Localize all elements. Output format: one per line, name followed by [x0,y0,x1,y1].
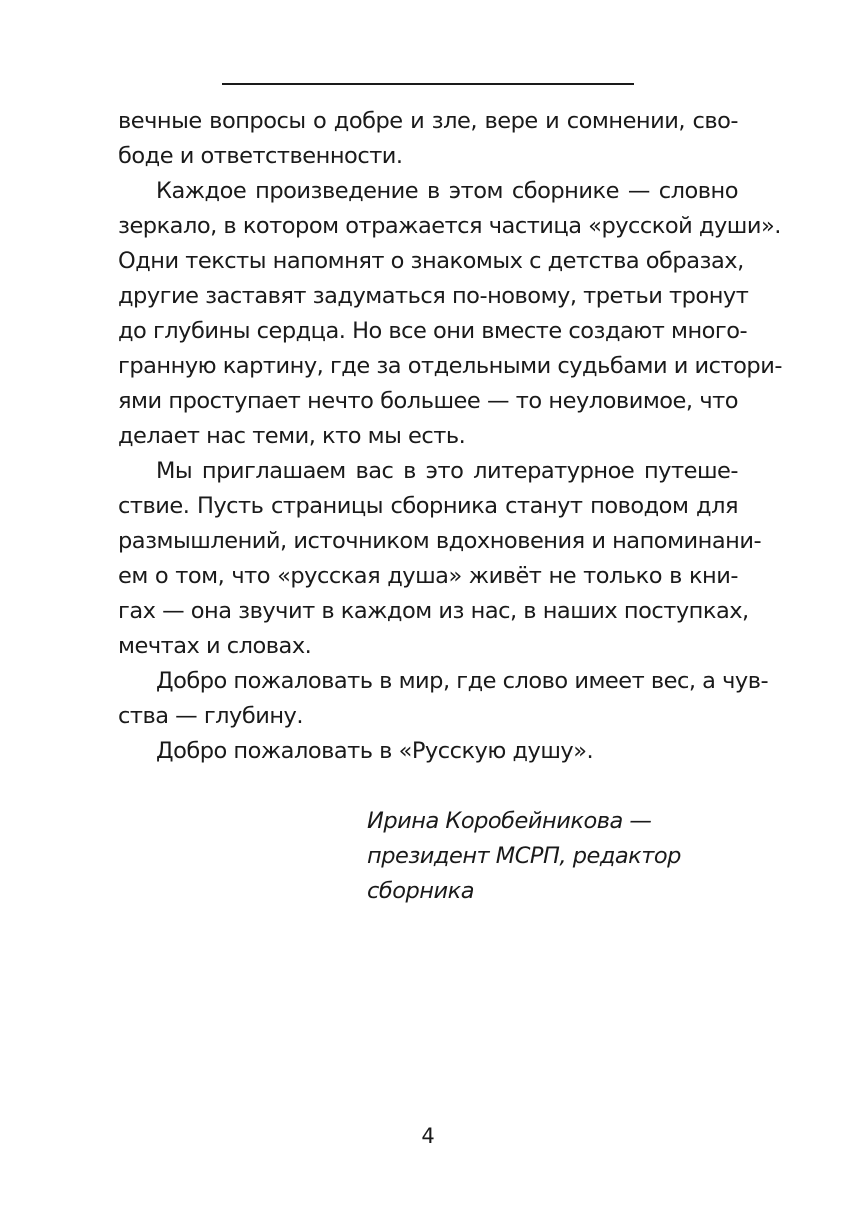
signature-line: сборника [367,878,475,904]
text-line: делает нас теми, кто мы есть. [118,423,466,449]
text-line: Добро пожаловать в мир, где слово имеет вес, а чув- [156,668,769,694]
text-line: боде и ответственности. [118,143,403,169]
text-line: Каждое произведение в этом сборнике — словно [156,178,738,204]
text-line: вечные вопросы о добре и зле, вере и сомнении, сво- [118,108,738,134]
text-line: Мы приглашаем вас в это литературное путеше- [156,458,738,484]
text-line: Добро пожаловать в «Русскую душу». [156,738,594,764]
text-line: мечтах и словах. [118,633,312,659]
signature-line: Ирина Коробейникова — [367,808,652,834]
text-line: гах — она звучит в каждом из нас, в наших поступках, [118,598,749,624]
signature [367,804,681,909]
text-line: до глубины сердца. Но все они вместе создают много- [118,318,748,344]
signature-line: президент МСРП, редактор [367,843,681,869]
text-line: ем о том, что «русская душа» живёт не только в кни- [118,563,738,589]
text-line: зеркало, в котором отражается частица «русской души». [118,213,781,239]
text-line: Одни тексты напомнят о знакомых с детства образах, [118,248,744,274]
text-line: другие заставят задуматься по-новому, третьи тронут [118,283,749,309]
header-rule [222,83,634,85]
text-line: гранную картину, где за отдельными судьбами и истори- [118,353,782,379]
text-line: ствие. Пусть страницы сборника станут поводом для [118,493,738,519]
page-number: 4 [421,1124,435,1148]
body-text [118,104,782,769]
text-line: ства — глубину. [118,703,304,729]
text-line: размышлений, источником вдохновения и напоминани- [118,528,762,554]
text-line: ями проступает нечто большее — то неуловимое, что [118,388,738,414]
